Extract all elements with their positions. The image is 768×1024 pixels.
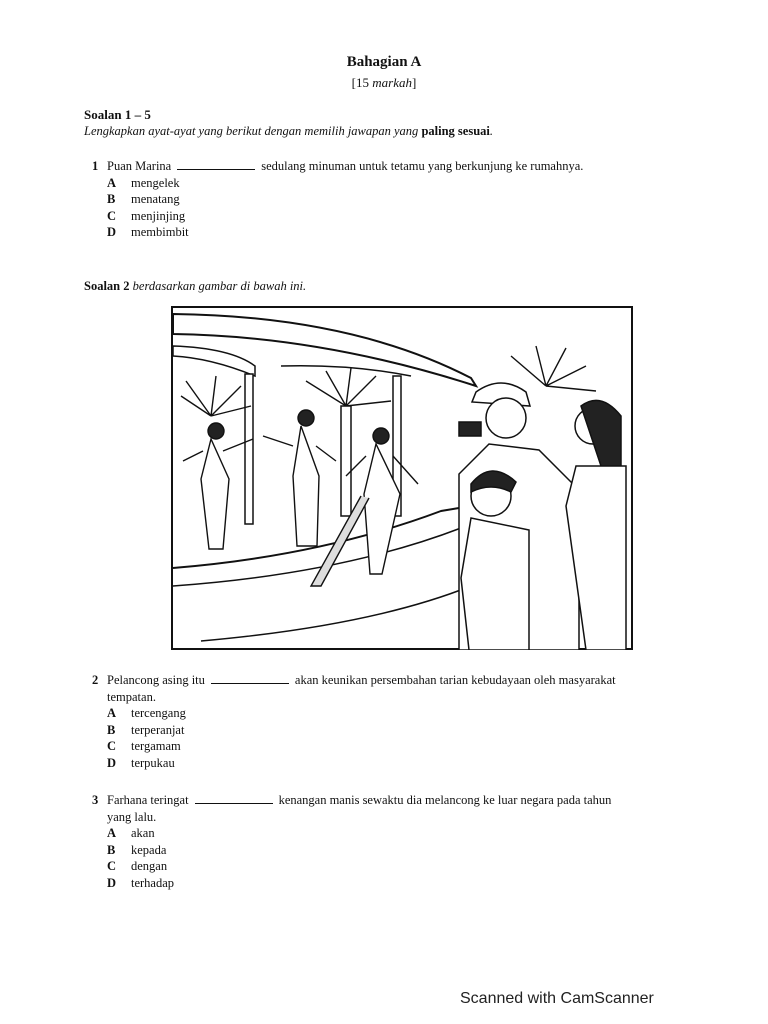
option-c[interactable]: C tergamam	[107, 739, 181, 753]
answer-blank	[211, 673, 289, 684]
option-b[interactable]: B terperanjat	[107, 722, 185, 737]
answer-blank	[177, 159, 255, 170]
question-2-continuation: tempatan.	[107, 689, 156, 704]
option-b[interactable]: B menatang	[107, 192, 180, 206]
question-2-stem: 2 Pelancong asing itu akan keunikan persembahan tarian kebudayaan oleh masyarakat	[92, 673, 616, 687]
option-c[interactable]: C menjinjing	[107, 208, 186, 223]
question-3-stem: 3 Farhana teringat kenangan manis sewaktu dia melancong ke luar negara pada tahun	[92, 793, 612, 807]
option-a[interactable]: A akan	[107, 826, 155, 840]
instruction-text: Lengkapkan ayat-ayat yang berikut dengan memilih jawapan yang paling sesuai.	[84, 124, 493, 138]
scanner-watermark: Scanned with CamScanner	[460, 990, 654, 1007]
option-c[interactable]: C dengan	[107, 859, 168, 873]
answer-blank	[195, 793, 273, 804]
option-d[interactable]: D membimbit	[107, 225, 189, 239]
option-d[interactable]: D terpukau	[107, 755, 175, 770]
option-a[interactable]: A tercengang	[107, 706, 186, 720]
option-d[interactable]: D terhadap	[107, 875, 175, 890]
option-b[interactable]: B kepada	[107, 842, 167, 857]
cultural-dance-illustration	[171, 306, 633, 650]
section-title: Bahagian A	[346, 54, 422, 70]
question-1	[92, 158, 712, 241]
question-3	[92, 792, 712, 891]
question-3-continuation: yang lalu.	[107, 809, 157, 824]
option-a[interactable]: A mengelek	[107, 175, 180, 190]
questions-heading: Soalan 1 – 5	[84, 107, 151, 122]
question-2	[92, 672, 712, 771]
soalan-2-intro: Soalan 2 berdasarkan gambar di bawah ini.	[84, 279, 307, 293]
section-marks: [15 markah]	[351, 75, 417, 90]
question-1-stem: 1 Puan Marina sedulang minuman untuk tetamu yang berkunjung ke rumahnya.	[92, 159, 584, 173]
